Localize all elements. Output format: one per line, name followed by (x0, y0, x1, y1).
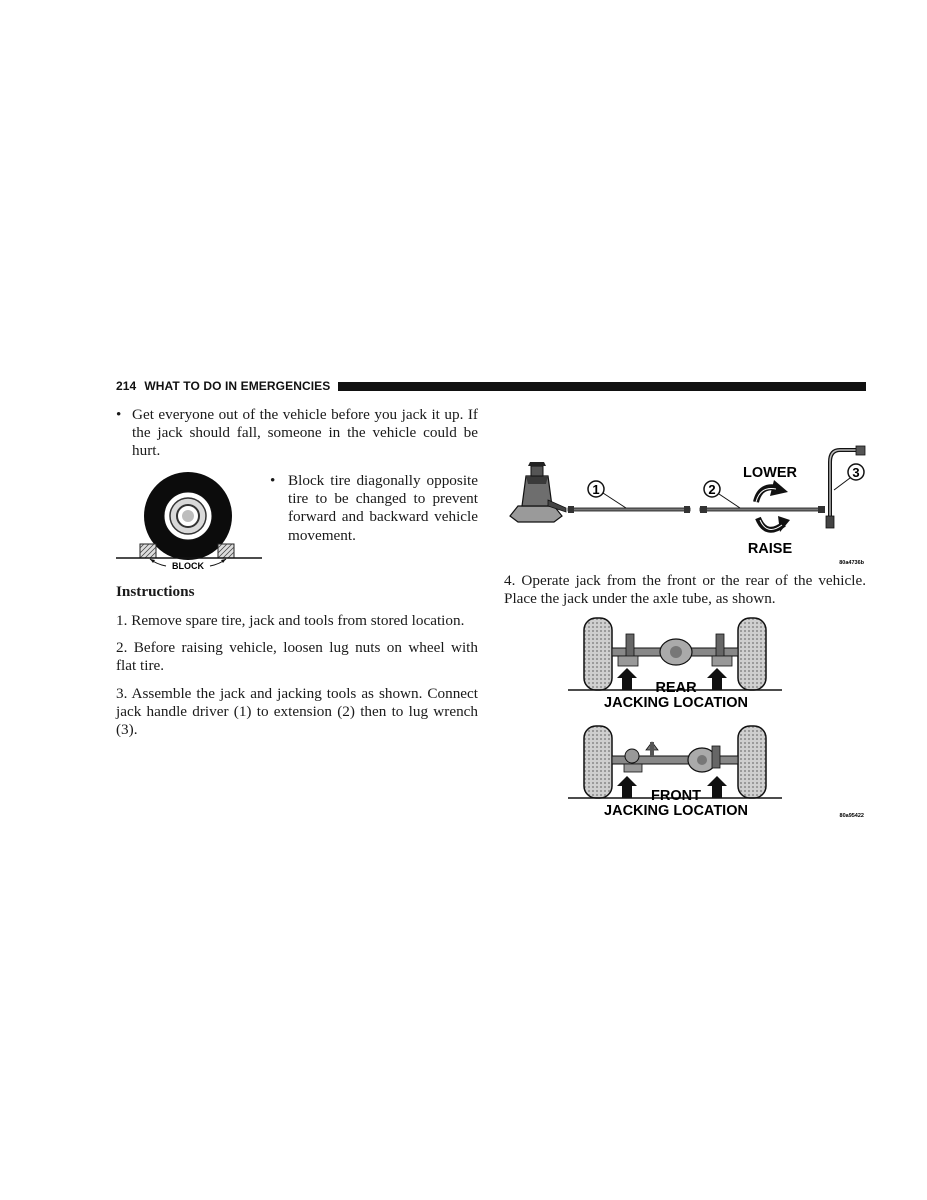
callout-3-label: 3 (852, 465, 860, 480)
callout-2-label: 2 (708, 482, 716, 497)
raise-label: RAISE (747, 541, 793, 557)
rear-jack-arrow-right-icon (707, 668, 727, 690)
lug-wrench-tool (826, 446, 865, 528)
jack-figure-code: 80a4736b (839, 560, 864, 566)
tire-block-figure (116, 470, 266, 574)
bullet-block-tire-text: Block tire diagonally opposite tire to be changed to prevent forward and backward vehicle movement. (288, 472, 478, 544)
bullet-block-tire (270, 472, 478, 545)
front-jack-arrow-right-icon (707, 776, 727, 798)
instruction-step-4: 4. Operate jack from the front or the rear of the vehicle. Place the jack under the axle tube, as shown. (504, 572, 866, 608)
callout-3 (834, 464, 864, 490)
rear-label-line-1: REAR (655, 680, 697, 696)
raise-arrow-icon (758, 516, 790, 532)
jack-tools-figure (504, 444, 868, 568)
bullet-dot: • (270, 472, 276, 489)
lower-arrow-icon (756, 480, 788, 502)
bullet-everyone-out (116, 406, 478, 461)
handle-driver-tool (568, 506, 690, 513)
callout-2 (704, 481, 740, 508)
front-jack-arrow-left-icon (617, 776, 637, 798)
axle-figure-code: 80a95422 (839, 813, 864, 819)
header-rule (338, 382, 866, 391)
block-label: BLOCK (172, 561, 204, 571)
page-number: 214 (116, 379, 137, 393)
lower-label: LOWER (743, 465, 797, 481)
jacking-location-figure (500, 614, 868, 826)
instruction-step-2: 2. Before raising vehicle, loosen lug nuts on wheel with flat tire. (116, 639, 478, 675)
rear-label-line-2: JACKING LOCATION (604, 695, 748, 711)
front-label-line-2: JACKING LOCATION (604, 803, 748, 819)
instruction-step-1: 1. Remove spare tire, jack and tools from stored location. (116, 612, 465, 629)
bottle-jack-illustration (510, 462, 566, 522)
bullet-everyone-out-text: Get everyone out of the vehicle before you jack it up. If the jack should fall, someone in the vehicle could be hurt. (132, 406, 478, 460)
instructions-heading: Instructions (116, 583, 195, 600)
bullet-dot: • (116, 406, 122, 423)
front-label-line-1: FRONT (651, 788, 701, 804)
extension-tool (700, 506, 825, 513)
section-title: WHAT TO DO IN EMERGENCIES (144, 379, 331, 393)
rear-jack-arrow-left-icon (617, 668, 637, 690)
callout-1 (588, 481, 626, 508)
instruction-step-3: 3. Assemble the jack and jacking tools as shown. Connect jack handle driver (1) to extension (2) then to lug wrench (3). (116, 685, 478, 739)
running-header (116, 378, 866, 394)
callout-1-label: 1 (592, 482, 600, 497)
